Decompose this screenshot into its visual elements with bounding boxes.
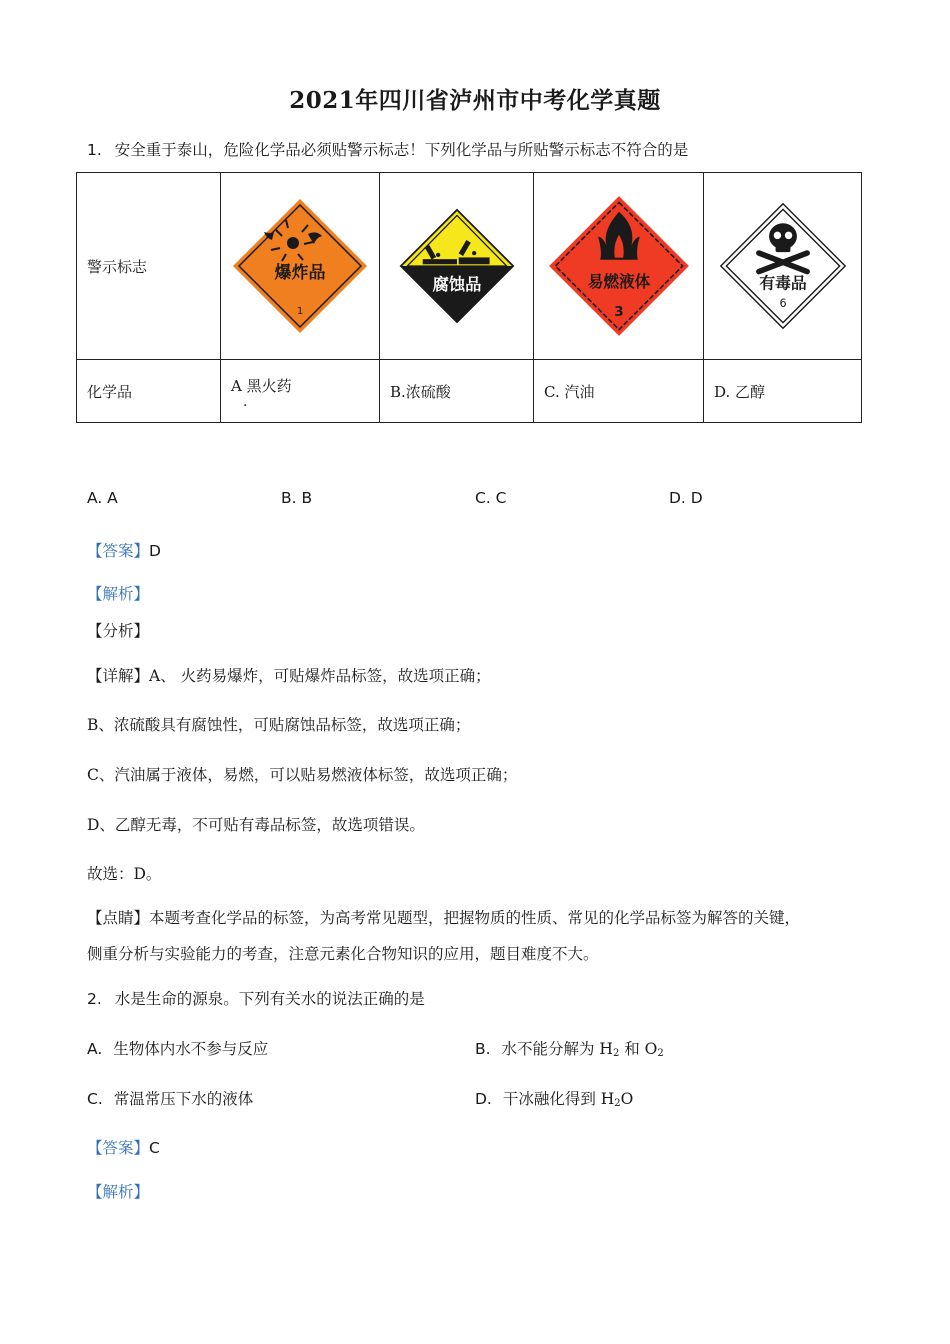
chemical-c: C. 汽油 xyxy=(534,360,704,423)
option-text: 常温常压下水的液体 xyxy=(113,1090,254,1108)
q2-option-d xyxy=(475,1087,633,1109)
option-label: C. xyxy=(87,1090,103,1108)
hazard-sign-table xyxy=(76,172,862,423)
answer-value: C xyxy=(149,1139,160,1157)
sign-label: 腐蚀品 xyxy=(432,275,481,294)
sign-class-number: 1 xyxy=(296,306,304,317)
detail-d: D、乙醇无毒，不可贴有毒品标签，故选项错误。 xyxy=(87,816,425,834)
sign-cell-explosive xyxy=(221,173,380,360)
chemical-d: D. 乙醇 xyxy=(704,360,862,423)
row-header-chemicals: 化学品 xyxy=(77,360,221,423)
detail-a xyxy=(87,664,491,686)
option-label: B. xyxy=(475,1040,491,1058)
sign-label: 易燃液体 xyxy=(587,271,650,291)
sign-label: 有毒品 xyxy=(758,273,807,293)
skull-icon xyxy=(718,201,848,331)
dianjing-line-1 xyxy=(87,906,800,928)
sign-cell-flammable xyxy=(534,173,704,360)
option-text: 生物体内水不参与反应 xyxy=(113,1040,269,1058)
chemical-a xyxy=(221,360,380,423)
dianjing-text: 本题考查化学品的标签，为高考常见题型，把握物质的性质、常见的化学品标签为解答的关键， xyxy=(149,909,801,927)
option-c: C. C xyxy=(475,489,507,507)
option-b: B. B xyxy=(281,489,313,507)
detail-text: A、 火药易爆炸，可贴爆炸品标签，故选项正确； xyxy=(149,667,491,685)
option-text: 干冰融化得到 $H_2O$ xyxy=(502,1090,634,1109)
flame-icon xyxy=(546,193,692,339)
answer-value: D xyxy=(149,542,161,560)
chemical-b: B.浓硫酸 xyxy=(380,360,534,423)
dianjing-tag: 【点睛】 xyxy=(87,909,150,927)
answer-tag: 【答案】 xyxy=(87,542,150,560)
sign-class-number: 6 xyxy=(778,296,787,310)
detail-c: C、汽油属于液体，易燃，可以贴易燃液体标签，故选项正确； xyxy=(87,766,518,784)
question-text: 水是生命的源泉。下列有关水的说法正确的是 xyxy=(114,990,425,1008)
detail-tag: 【详解】 xyxy=(87,667,150,685)
q2-option-c xyxy=(87,1087,253,1109)
row-header-signs: 警示标志 xyxy=(77,173,221,360)
option-label: A. xyxy=(87,1040,103,1058)
q2-option-b xyxy=(475,1037,664,1059)
question-number: 1. xyxy=(87,141,102,159)
sign-class-number: 3 xyxy=(613,304,624,321)
option-a: A. A xyxy=(87,489,118,507)
final-choice: 故选：D。 xyxy=(87,865,162,883)
question-number: 2. xyxy=(87,990,102,1008)
option-d: D. D xyxy=(669,489,703,507)
detail-b: B、浓硫酸具有腐蚀性，可贴腐蚀品标签，故选项正确； xyxy=(87,716,471,734)
answer-line xyxy=(87,539,161,561)
explosive-icon xyxy=(230,196,370,336)
analysis-tag: 【解析】 xyxy=(87,585,150,603)
q2-answer-line xyxy=(87,1136,160,1158)
question-2-stem xyxy=(87,987,425,1009)
q2-option-a xyxy=(87,1037,268,1059)
answer-tag: 【答案】 xyxy=(87,1139,150,1157)
question-1-stem xyxy=(87,138,688,160)
sign-label: 爆炸品 xyxy=(274,263,326,283)
q2-analysis-tag: 【解析】 xyxy=(87,1183,150,1201)
corrosive-icon xyxy=(397,206,517,326)
question-text: 安全重于泰山，危险化学品必须贴警示标志！下列化学品与所贴警示标志不符合的是 xyxy=(114,141,689,159)
fenxi-tag: 【分析】 xyxy=(87,622,150,640)
option-text: 水不能分解为 $H_2$ 和 $O_2$ xyxy=(501,1040,664,1059)
page-title: 2021年四川省泸州市中考化学真题 xyxy=(289,87,661,114)
dot-mark: · xyxy=(243,398,248,414)
sign-cell-toxic xyxy=(704,173,862,360)
chemical-label: A 黑火药 xyxy=(231,376,292,395)
dianjing-line-2: 侧重分析与实验能力的考查，注意元素化合物知识的应用，题目难度不大。 xyxy=(87,945,599,963)
sign-cell-corrosive xyxy=(380,173,534,360)
option-label: D. xyxy=(475,1090,492,1108)
